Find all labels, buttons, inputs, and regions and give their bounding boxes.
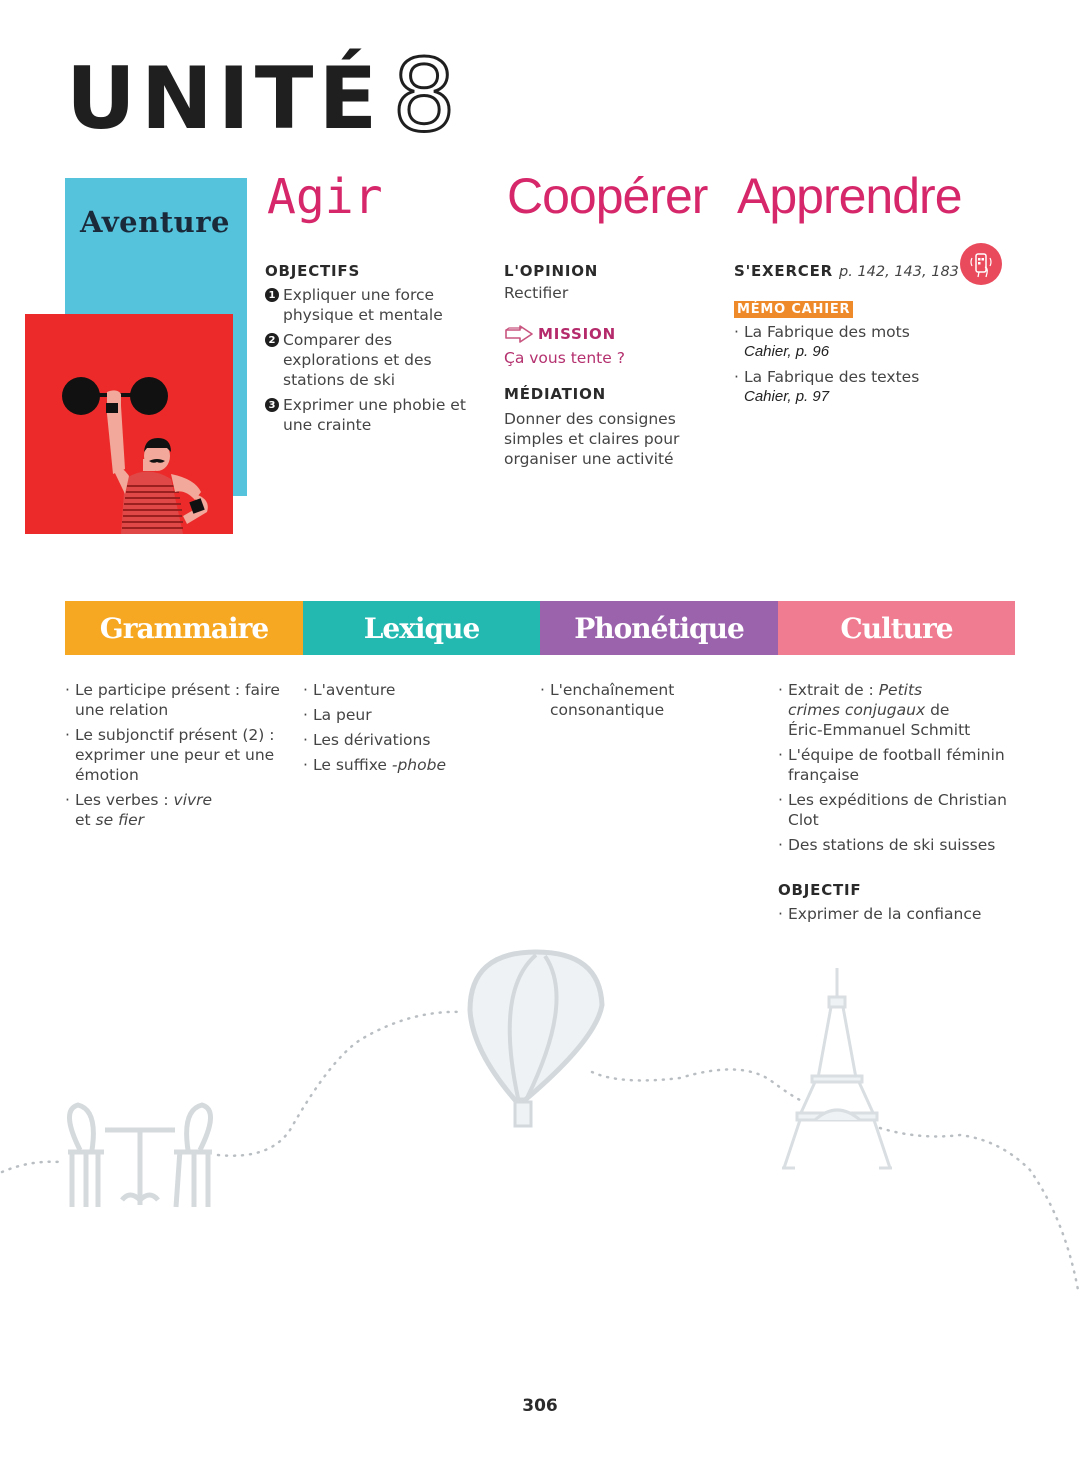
list-item [778, 680, 1018, 740]
culture-list [778, 680, 1018, 860]
bullet-icon: · [734, 368, 739, 386]
bullet-icon: · [734, 323, 739, 341]
grammaire-list [65, 680, 280, 835]
column-title-cooperer: Coopérer [507, 168, 708, 224]
bullet-icon: · [303, 756, 308, 774]
objective-text: Expliquer une force physique et mentale [283, 286, 443, 324]
band-lexique: Lexique [303, 601, 540, 655]
unit-word: UNITÉ [66, 49, 383, 149]
list-item [303, 730, 528, 750]
text-italic: Petits crimes conjugaux [788, 681, 926, 719]
list-item [778, 904, 1018, 924]
text-italic: -phobe [391, 756, 446, 774]
band-phonetique: Phonétique [540, 601, 778, 655]
memo-item [734, 367, 1014, 387]
list-item [778, 835, 1018, 855]
smartphone-audio-icon[interactable] [960, 243, 1002, 285]
hot-air-balloon-icon [470, 952, 602, 1126]
memo-cahier-badge: MÉMO CAHIER [734, 301, 853, 318]
text-part: et [75, 811, 96, 829]
number-badge: 2 [265, 333, 279, 347]
list-item-text: L'aventure [313, 681, 396, 699]
opinion-heading: L'OPINION [504, 262, 599, 280]
bullet-icon: · [303, 731, 308, 749]
objective-text: Comparer des explorations et des stations de ski [283, 331, 432, 389]
unit-number: 8 [392, 37, 456, 154]
bullet-icon: · [65, 791, 70, 809]
bullet-icon: · [303, 681, 308, 699]
unit-title [66, 37, 456, 154]
list-item-text: Les expéditions de Christian Clot [788, 791, 1007, 829]
bullet-icon: · [65, 726, 70, 744]
list-item-text: Des stations de ski suisses [788, 836, 996, 854]
mission-text: Ça vous tente ? [504, 349, 625, 367]
text-part: Le suffixe [313, 756, 392, 774]
list-item-text: La peur [313, 706, 372, 724]
text-italic: se fier [95, 811, 145, 829]
band-culture: Culture [778, 601, 1015, 655]
list-item-text [313, 755, 446, 775]
paris-decoration [0, 940, 1080, 1300]
theme-label: Aventure [80, 205, 230, 239]
list-item-text: L'équipe de football féminin française [788, 746, 1005, 784]
number-badge: 3 [265, 398, 279, 412]
opinion-text: Rectifier [504, 284, 569, 302]
list-item [65, 680, 280, 720]
objective-item [265, 395, 485, 435]
objective-item [265, 330, 485, 390]
list-item [540, 680, 710, 720]
list-item-text: Le subjonctif présent (2) : exprimer une peur et une émotion [75, 726, 275, 784]
page-number: 306 [522, 1396, 558, 1416]
column-title-apprendre: Apprendre [737, 168, 962, 224]
text-italic: vivre [173, 791, 213, 809]
bullet-icon: · [540, 681, 545, 699]
sexercer-heading: S'EXERCER [734, 262, 834, 280]
mission-heading: MISSION [538, 325, 616, 343]
cooperer-section [504, 262, 719, 469]
strongman-icon [25, 314, 233, 534]
list-item-text: Exprimer de la confiance [788, 905, 982, 923]
memo-item [734, 322, 1014, 342]
list-item [303, 705, 528, 725]
list-item [65, 790, 280, 830]
memo-item-text: La Fabrique des mots [744, 323, 910, 341]
list-item-text [788, 680, 978, 740]
agir-section [265, 262, 485, 435]
bullet-icon: · [778, 681, 783, 699]
text-part: Les verbes : [75, 791, 174, 809]
column-title-agir: Agir [267, 169, 383, 225]
apprendre-section [734, 262, 1014, 406]
mediation-heading: MÉDIATION [504, 385, 606, 403]
bullet-icon: · [778, 905, 783, 923]
phone-glyph-icon [966, 249, 996, 279]
lexique-list [303, 680, 528, 780]
list-item-text [75, 790, 215, 830]
bullet-icon: · [303, 706, 308, 724]
culture-objectif [778, 881, 1018, 924]
objective-text: Exprimer une phobie et une crainte [283, 396, 466, 434]
objectif-heading: OBJECTIF [778, 881, 862, 899]
list-item [303, 680, 528, 700]
strongman-illustration [25, 314, 233, 534]
text-part: Extrait de : [788, 681, 879, 699]
sexercer-pages: p. 142, 143, 183 [839, 264, 959, 280]
eiffel-tower-icon [782, 968, 892, 1168]
bullet-icon: · [778, 836, 783, 854]
list-item [778, 745, 1018, 785]
bullet-icon: · [778, 746, 783, 764]
cahier-ref: Cahier, p. 96 [744, 343, 830, 360]
objectifs-heading: OBJECTIFS [265, 262, 361, 280]
cafe-table-icon [68, 1105, 212, 1207]
number-badge: 1 [265, 288, 279, 302]
list-item-text: Les dérivations [313, 731, 431, 749]
phonetique-list [540, 680, 710, 725]
list-item [778, 790, 1018, 830]
list-item [303, 755, 528, 775]
list-item-text: L'enchaînement consonantique [550, 681, 675, 719]
text-part: de Éric-Emmanuel Schmitt [788, 701, 971, 739]
bullet-icon: · [778, 791, 783, 809]
list-item [65, 725, 280, 785]
objective-item [265, 285, 485, 325]
band-grammaire: Grammaire [65, 601, 303, 655]
bullet-icon: · [65, 681, 70, 699]
list-item-text: Le participe présent : faire une relation [75, 681, 280, 719]
memo-item-text: La Fabrique des textes [744, 368, 920, 386]
mediation-text: Donner des consignes simples et claires pour organiser une activité [504, 410, 680, 468]
mission-row [504, 325, 719, 343]
cahier-ref: Cahier, p. 97 [744, 388, 830, 405]
arrow-outline-icon [504, 325, 534, 343]
